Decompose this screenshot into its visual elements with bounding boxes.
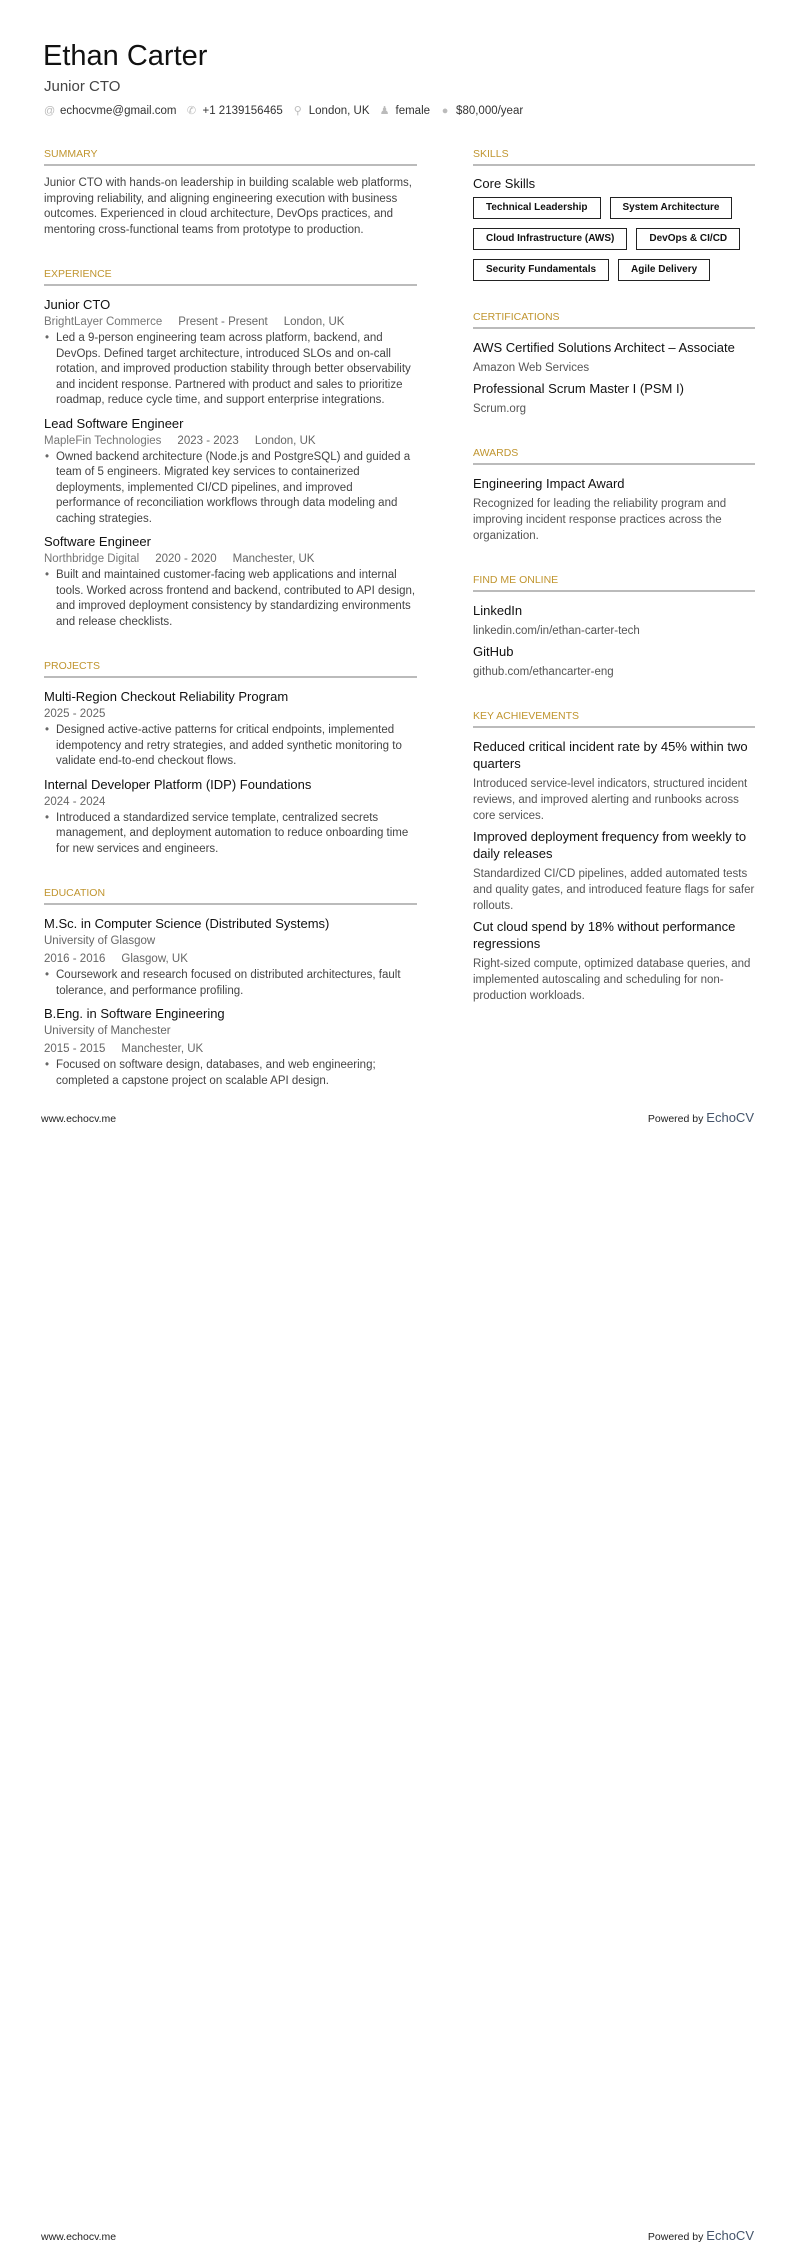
bullet: • Introduced a standardized service template, centralized secrets management, and deployment automation to reduce onboarding time for new services and engineers. <box>44 811 417 858</box>
experience-section <box>44 268 417 630</box>
project-entry <box>44 688 417 770</box>
dates: 2020 - 2020 <box>155 553 217 565</box>
section-heading: AWARDS <box>473 447 755 465</box>
section-heading: EDUCATION <box>44 887 417 905</box>
bullet-list <box>44 1058 417 1089</box>
contact-text: London, UK <box>308 104 370 117</box>
summary-section <box>44 148 417 238</box>
bullet-list <box>44 450 417 528</box>
item-title: Professional Scrum Master I (PSM I) <box>473 381 684 396</box>
skill-tag: Security Fundamentals <box>473 259 609 281</box>
contact-item <box>187 104 283 117</box>
experience-entry <box>44 296 417 409</box>
bullet: • Coursework and research focused on distributed architectures, fault tolerance, and performance profiling. <box>44 968 417 999</box>
item-title: Improved deployment frequency from weekly to daily releases <box>473 829 747 861</box>
contact-item <box>380 104 431 117</box>
phone-icon: ✆ <box>186 105 197 117</box>
contact-item <box>293 104 370 117</box>
contact-item <box>44 105 177 117</box>
bullet-list <box>44 568 417 630</box>
experience-entry <box>44 415 417 528</box>
entry-meta <box>44 1040 417 1058</box>
achievements-section <box>473 710 755 1004</box>
bullet: • Designed active-active patterns for critical endpoints, implemented idempotency and retry strategies, and added synthetic monitoring to validate end-to-end checkout flows. <box>44 723 417 770</box>
projects-section <box>44 660 417 857</box>
entry-meta <box>44 432 417 450</box>
section-heading: SKILLS <box>473 148 755 166</box>
right-column <box>473 148 755 1034</box>
bullet-list <box>44 723 417 770</box>
dates: 2015 - 2015 <box>44 1043 106 1055</box>
entry-meta <box>44 313 417 331</box>
skill-tag: DevOps & CI/CD <box>636 228 740 250</box>
education-entry <box>44 1005 417 1089</box>
section-heading: PROJECTS <box>44 660 417 678</box>
entry-title: M.Sc. in Computer Science (Distributed Systems) <box>44 916 330 931</box>
contact-text: $80,000/year <box>456 104 524 117</box>
school: University of Glasgow <box>44 935 156 947</box>
entry-title: Junior CTO <box>44 297 111 312</box>
profile-link[interactable]: github.com/ethancarter-eng <box>473 666 614 678</box>
certifications-section <box>473 311 755 417</box>
location: Manchester, UK <box>121 1043 204 1055</box>
entry-title: Lead Software Engineer <box>44 415 184 431</box>
section-heading: FIND ME ONLINE <box>473 574 755 592</box>
section-heading: SUMMARY <box>44 148 417 166</box>
skill-tags <box>473 197 755 281</box>
item-detail: Amazon Web Services <box>473 362 590 374</box>
skill-tag: Technical Leadership <box>473 197 601 219</box>
section-heading: CERTIFICATIONS <box>473 311 755 329</box>
location: London, UK <box>283 316 345 328</box>
item-detail: Right-sized compute, optimized database queries, and implemented autoscaling and scheduling for non-production workloads. <box>473 958 751 1002</box>
entry-title: Multi-Region Checkout Reliability Program <box>44 689 289 704</box>
item-title: LinkedIn <box>473 603 523 618</box>
awards-section <box>473 447 755 544</box>
entry-title: Internal Developer Platform (IDP) Foundations <box>44 776 312 792</box>
experience-entry <box>44 533 417 630</box>
education-section <box>44 887 417 1089</box>
bullet-list <box>44 331 417 409</box>
item-title: Reduced critical incident rate by 45% within two quarters <box>473 739 748 771</box>
entry-title: B.Eng. in Software Engineering <box>44 1006 225 1021</box>
bullet: • Focused on software design, databases, and web engineering; completed a capstone project on scalable API design. <box>44 1058 417 1089</box>
entry-meta <box>44 950 417 968</box>
at-icon: @ <box>44 104 56 117</box>
location: Manchester, UK <box>232 553 315 565</box>
section-heading: EXPERIENCE <box>44 268 417 286</box>
item-detail: Introduced service-level indicators, structured incident reviews, and improved alerting and runbooks across core services. <box>473 778 748 822</box>
entry-meta <box>44 550 417 568</box>
dates: Present - Present <box>178 316 268 328</box>
money-icon: ● <box>441 104 449 117</box>
bullet: • Built and maintained customer-facing web applications and internal tools. Worked across frontend and backend, contributed to API design, and improved deployment consistency by standardizing environments and release checklists. <box>44 568 417 630</box>
item-title: Cut cloud spend by 18% without performance regressions <box>473 919 736 951</box>
online-section <box>473 574 755 680</box>
skill-tag: System Architecture <box>610 197 733 219</box>
job-title: Junior CTO <box>44 78 121 95</box>
page-footer <box>41 2228 754 2243</box>
entry-meta <box>44 793 417 811</box>
item-title: GitHub <box>473 644 514 659</box>
contact-text: female <box>395 104 431 117</box>
dates: 2025 - 2025 <box>44 708 106 720</box>
footer-site-link[interactable]: www.echocv.me <box>41 2231 117 2243</box>
location: London, UK <box>254 434 316 447</box>
footer-site-link[interactable]: www.echocv.me <box>41 1113 117 1125</box>
powered-by: Powered by EchoCV <box>647 2228 754 2243</box>
skill-group-title: Core Skills <box>473 176 536 191</box>
section-heading: KEY ACHIEVEMENTS <box>473 710 755 728</box>
item-title: AWS Certified Solutions Architect – Associate <box>473 340 735 355</box>
powered-by: Powered by EchoCV <box>647 1110 754 1125</box>
contact-item <box>440 105 523 117</box>
contact-text: echocvme@gmail.com <box>60 104 177 117</box>
page-footer <box>41 1110 754 1125</box>
brand-logo: EchoCV <box>706 1110 754 1125</box>
item-title: Engineering Impact Award <box>473 476 625 491</box>
contact-list <box>44 104 523 117</box>
skills-section <box>473 148 755 281</box>
bullet-list <box>44 811 417 858</box>
dates: 2024 - 2024 <box>44 795 106 808</box>
bullet: • Led a 9-person engineering team across platform, backend, and DevOps. Defined target architecture, introduced SLOs and on-call rotation, and improved production stability through better observability and incident response. Partnered with product and sales to prioritize roadmap, reduce cycle time, and support enterprise integrations. <box>44 331 417 409</box>
company: Northbridge Digital <box>44 553 140 565</box>
project-entry <box>44 776 417 858</box>
bullet-list <box>44 968 417 999</box>
person-icon: ♟ <box>379 105 390 117</box>
school: University of Manchester <box>44 1025 171 1037</box>
item-detail: Recognized for leading the reliability program and improving incident response practices across the organization. <box>473 498 727 542</box>
brand-logo: EchoCV <box>706 2228 754 2243</box>
bullet: • Owned backend architecture (Node.js and PostgreSQL) and guided a team of 5 engineers. Migrated key services to containerized deployments, implemented CI/CD pipelines, and improved performance of reconciliation workflows through data modeling and caching strategies. <box>44 450 417 528</box>
location: Glasgow, UK <box>121 953 188 965</box>
summary-text: Junior CTO with hands-on leadership in building scalable web platforms, improving reliability, and aligning engineering execution with business outcomes. Experienced in cloud architecture, DevOps practices, and mentoring cross-functional teams from prototype to production. <box>44 177 412 236</box>
entry-meta <box>44 705 417 723</box>
contact-text: +1 2139156465 <box>202 104 283 117</box>
dates: 2023 - 2023 <box>177 434 239 447</box>
candidate-name: Ethan Carter <box>43 40 208 72</box>
education-entry <box>44 915 417 999</box>
company: BrightLayer Commerce <box>44 316 163 328</box>
company: MapleFin Technologies <box>44 434 162 447</box>
location-icon: ⚲ <box>293 105 302 117</box>
skill-tag: Agile Delivery <box>618 259 710 281</box>
dates: 2016 - 2016 <box>44 953 106 965</box>
item-detail: Scrum.org <box>473 403 527 415</box>
profile-link[interactable]: linkedin.com/in/ethan-carter-tech <box>473 625 640 637</box>
item-detail: Standardized CI/CD pipelines, added automated tests and quality gates, and introduced feature flags for safer rollouts. <box>473 868 755 912</box>
entry-title: Software Engineer <box>44 534 151 549</box>
skill-tag: Cloud Infrastructure (AWS) <box>473 228 627 250</box>
left-column <box>44 148 417 1119</box>
